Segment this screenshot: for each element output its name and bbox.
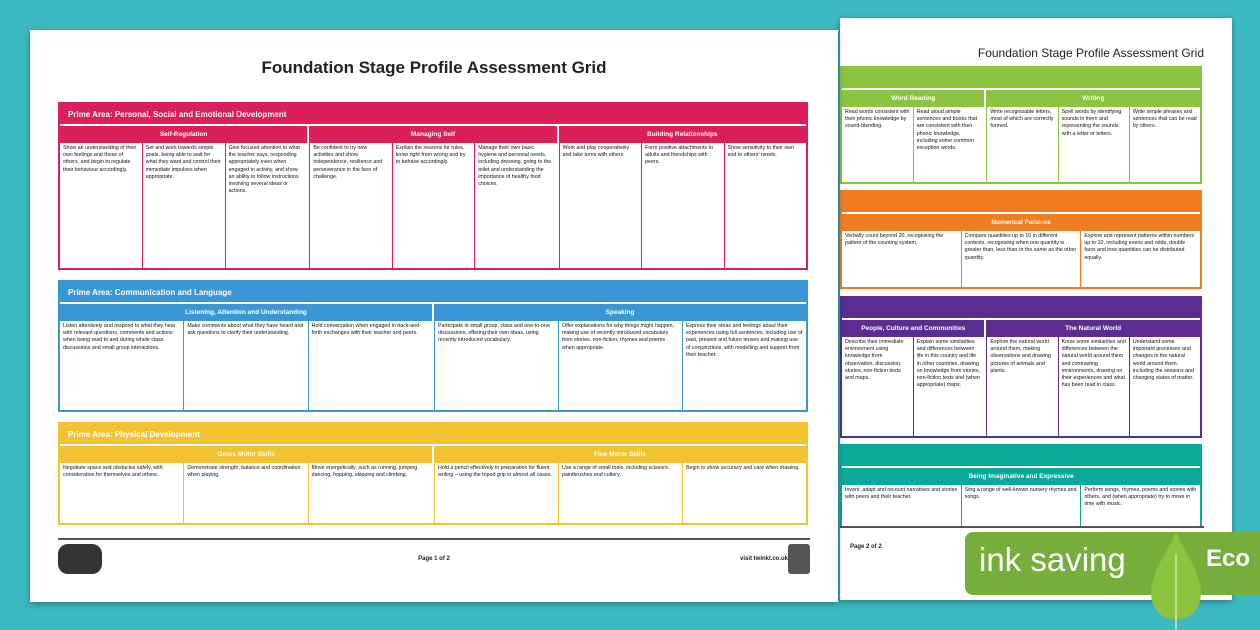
criteria-cell: Move energetically, such as running, jumping, dancing, hopping, skipping and climbing.	[308, 463, 432, 523]
section-utw	[840, 296, 1202, 438]
section-ead	[840, 444, 1202, 528]
section-header: Prime Area: Communication and Language	[60, 282, 806, 304]
group-header: Being Imaginative and Expressive	[842, 468, 1200, 485]
page-number: Page 1 of 2	[418, 556, 450, 562]
badge-text: ink saving	[979, 541, 1126, 578]
group-header: Gross Motor Skills	[60, 446, 432, 463]
group-header: Listening, Attention and Understanding	[60, 304, 432, 321]
section-psed	[58, 102, 808, 270]
criteria-cell: Understand some important processes and changes in the natural world around them, including the seasons and changing states of matter.	[1129, 337, 1200, 436]
criteria-cell: Begin to show accuracy and care when drawing.	[682, 463, 806, 523]
footer-divider	[58, 538, 810, 540]
section-header	[842, 68, 1200, 90]
twinkl-logo	[788, 544, 810, 574]
skill-group	[60, 126, 307, 268]
leaf-icon	[1150, 532, 1202, 630]
skill-group	[60, 304, 432, 410]
section-header	[842, 298, 1200, 320]
skill-group	[432, 446, 806, 523]
criteria-cell: Explore the natural world around them, making observations and drawing pictures of animals and plants.	[986, 337, 1057, 436]
criteria-cell: Offer explanations for why things might happen, making use of recently introduced vocabulary from stories, non-fiction, rhymes and poems when appropriate.	[558, 321, 682, 410]
criteria-cell: Express their ideas and feelings about their experiences using full sentences, including use of past, present and future tenses and making use of conjunctions, with modelling and support from their teacher.	[682, 321, 806, 410]
criteria-cell: Sing a range of well-known nursery rhymes and songs.	[961, 485, 1081, 526]
criteria-cell: Compare quantities up to 10 in different contexts, recognising when one quantity is greater than, less than or the same as the other quantity.	[961, 231, 1081, 287]
criteria-cell: Use a range of small tools, including scissors, paintbrushes and cutlery.	[558, 463, 682, 523]
group-header: Writing	[986, 90, 1200, 107]
skill-group	[842, 214, 1200, 287]
section-header	[842, 446, 1200, 468]
skill-group	[432, 304, 806, 410]
skill-group	[842, 90, 984, 182]
criteria-cell: Spell words by identifying sounds in them and representing the sounds with a letter or letters.	[1058, 107, 1129, 182]
criteria-cell: Set and work towards simple goals, being able to wait for what they want and control their immediate impulses when appropriate.	[142, 143, 225, 268]
group-header: Word Reading	[842, 90, 984, 107]
document-page-2	[840, 18, 1232, 600]
criteria-cell: Be confident to try new activities and show independence, resilience and perseverance in the face of challenge.	[309, 143, 391, 268]
criteria-cell: Show sensitivity to their own and to others' needs.	[724, 143, 806, 268]
section-lit	[840, 66, 1202, 184]
group-header: Managing Self	[309, 126, 556, 143]
criteria-cell: Write recognisable letters, most of which are correctly formed.	[986, 107, 1057, 182]
skill-group	[60, 446, 432, 523]
page-number: Page 2 of 2	[850, 544, 882, 550]
section-maths	[840, 190, 1202, 289]
criteria-cell: Give focused attention to what the teacher says, responding appropriately even when engaged in activity, and show an ability to follow instructions involving several ideas or actions.	[225, 143, 308, 268]
group-header: Self-Regulation	[60, 126, 307, 143]
page-title: Foundation Stage Profile Assessment Grid	[261, 58, 607, 77]
section-cl	[58, 280, 808, 412]
criteria-cell: Describe their immediate environment using knowledge from observation, discussion, stories, non-fiction texts and maps.	[845, 339, 904, 382]
criteria-cell: Demonstrate strength, balance and coordination when playing.	[183, 463, 307, 523]
criteria-cell: Verbally count beyond 20, recognising the pattern of the counting system.	[845, 233, 944, 247]
criteria-cell: Know some similarities and differences between the natural world around them and contrasting environments, drawing on their experiences and what has been read in class.	[1058, 337, 1129, 436]
section-header: Prime Area: Personal, Social and Emotional Development	[60, 104, 806, 126]
criteria-cell: Invent, adapt and recount narratives and stories with peers and their teacher.	[845, 487, 958, 501]
group-header: People, Culture and Communities	[842, 320, 984, 337]
skill-group	[984, 320, 1200, 436]
criteria-cell: Listen attentively and respond to what they hear with relevant questions, comments and actions when being read to and during whole class discussions and small group interactions.	[63, 323, 176, 351]
criteria-cell: Hold conversation when engaged in back-and-forth exchanges with their teacher and peers.	[308, 321, 432, 410]
skill-group	[984, 90, 1200, 182]
criteria-cell: Show an understanding of their own feelings and those of others, and begin to regulate their behaviour accordingly.	[63, 145, 137, 173]
criteria-cell: Explore and represent patterns within numbers up to 10, including evens and odds, double facts and how quantities can be distributed equally.	[1080, 231, 1200, 287]
criteria-cell: Negotiate space and obstacles safely, with consideration for themselves and others.	[63, 465, 163, 479]
document-page-1	[30, 30, 838, 602]
skill-group	[307, 126, 556, 268]
criteria-cell: Read words consistent with their phonic knowledge by sound-blending.	[845, 109, 910, 130]
group-header: Speaking	[434, 304, 806, 321]
criteria-cell: Perform songs, rhymes, poems and stories with others, and (when appropriate) try to move in time with music.	[1080, 485, 1200, 526]
group-header: Building Relationships	[559, 126, 806, 143]
group-header: Numerical Patterns	[842, 214, 1200, 231]
skill-group	[557, 126, 806, 268]
group-header: The Natural World	[986, 320, 1200, 337]
group-header: Fine Motor Skills	[434, 446, 806, 463]
criteria-cell: Write simple phrases and sentences that can be read by others.	[1129, 107, 1200, 182]
eco-label: Eco	[1206, 545, 1251, 572]
criteria-cell: Make comments about what they have heard and ask questions to clarify their understanding.	[183, 321, 307, 410]
criteria-cell: Manage their own basic hygiene and personal needs, including dressing, going to the toilet and understanding the importance of healthy food choices.	[474, 143, 556, 268]
section-header: Prime Area: Physical Development	[60, 424, 806, 446]
section-pd	[58, 422, 808, 525]
criteria-cell: Work and play cooperatively and take turns with others.	[559, 143, 641, 268]
page-title: Foundation Stage Profile Assessment Grid	[977, 46, 1204, 60]
criteria-cell: Explain the reasons for rules, know right from wrong and try to behave accordingly.	[392, 143, 474, 268]
site-link[interactable]: visit twinkl.co.uk	[739, 556, 788, 562]
criteria-cell: Participate in small group, class and one-to-one discussions, offering their own ideas, using recently introduced vocabulary.	[434, 321, 558, 410]
skill-group	[842, 468, 1200, 526]
section-header	[842, 192, 1200, 214]
footer-divider	[840, 526, 1204, 528]
criteria-cell: Read aloud simple sentences and books that are consistent with their phonic knowledge, including some common exception words.	[913, 107, 985, 182]
criteria-cell: Form positive attachments to adults and friendships with peers.	[641, 143, 723, 268]
skill-group	[842, 320, 984, 436]
criteria-cell: Explain some similarities and differences between life in this country and life in other countries, drawing on knowledge from stories, non-fiction texts and (when appropriate) maps.	[913, 337, 985, 436]
criteria-cell: Hold a pencil effectively in preparation for fluent writing – using the tripod grip in almost all cases.	[434, 463, 558, 523]
